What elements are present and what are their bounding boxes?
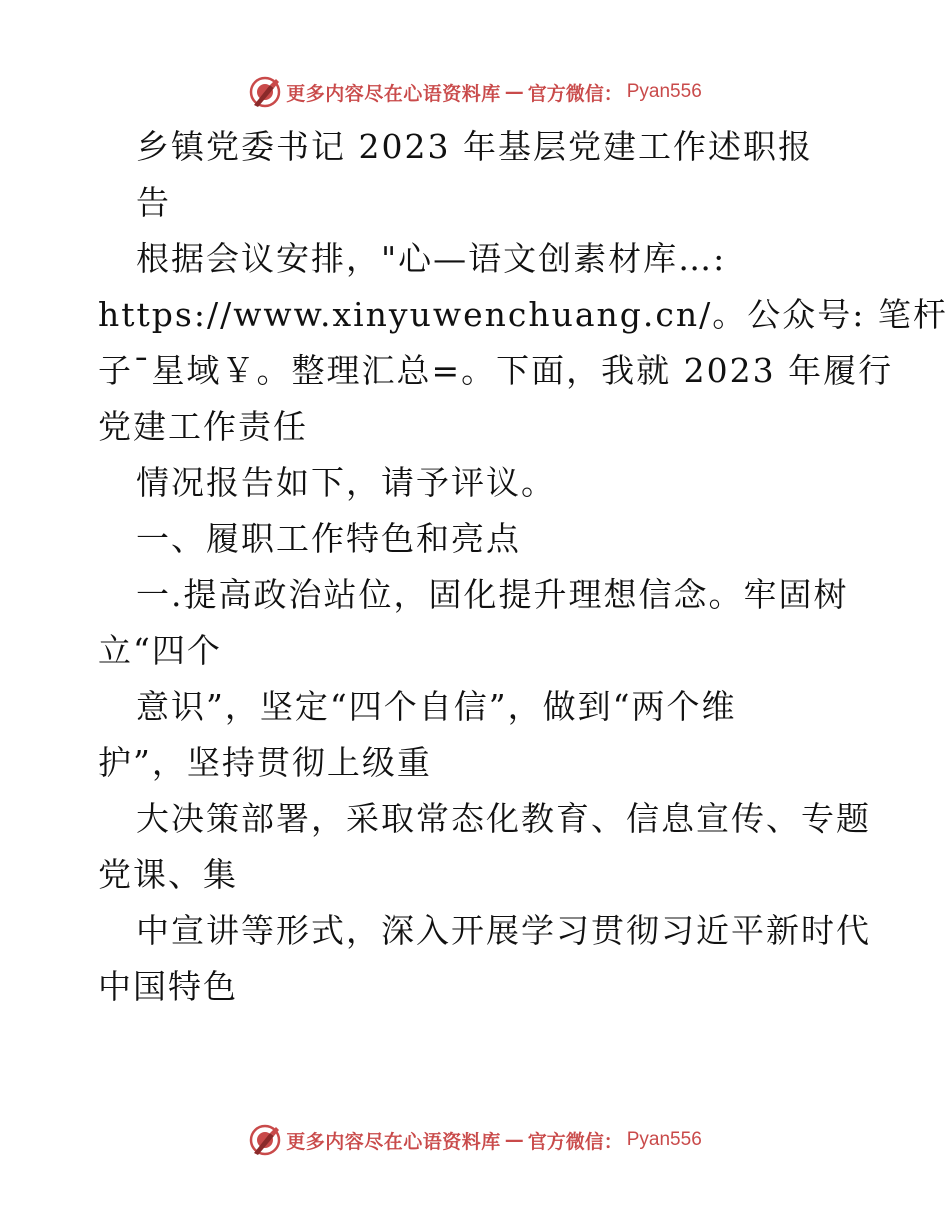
text-line: 立“四个	[98, 631, 222, 670]
watermark-wechat-label: 官方微信：	[527, 82, 623, 105]
text-line: 一.提高政治站位，固化提升理想信念。牢固树	[136, 575, 849, 614]
text-line: 一、履职工作特色和亮点	[136, 519, 521, 558]
text-line: 中宣讲等形式，深入开展学习贯彻习近平新时代	[136, 911, 871, 950]
text-line: 子¯星域￥。整理汇总=。下面，我就 2023 年履行	[98, 351, 894, 390]
watermark-separator: —	[504, 1129, 524, 1151]
watermark-wechat-id: Pyan556	[626, 81, 702, 102]
text-line: 党建工作责任	[98, 407, 308, 446]
text-line: 情况报告如下，请予评议。	[136, 463, 556, 502]
watermark	[248, 1123, 702, 1157]
watermark-site-text: 更多内容尽在心语资料库	[286, 1130, 501, 1153]
text-line: 中国特色	[98, 967, 238, 1006]
text-line: 党课、集	[98, 855, 238, 894]
pen-logo-icon	[248, 75, 282, 109]
text-line: 护”，坚持贯彻上级重	[98, 743, 432, 782]
text-line: https://www.xinyuwenchuang.cn/。公众号: 笔杆	[98, 295, 948, 334]
page-header-watermark	[0, 72, 950, 112]
text-line: 意识”，坚定“四个自信”，做到“两个维	[136, 687, 737, 726]
watermark	[248, 75, 702, 109]
text-line: 告	[136, 183, 171, 222]
page-footer-watermark	[0, 1120, 950, 1160]
pen-logo-icon	[248, 1123, 282, 1157]
text-line: 根据会议安排，"心—语文创素材库…:	[136, 239, 727, 278]
text-line: 乡镇党委书记 2023 年基层党建工作述职报	[136, 127, 813, 166]
watermark-wechat-label: 官方微信：	[527, 1130, 623, 1153]
watermark-separator: —	[504, 81, 524, 103]
document-body	[98, 120, 948, 1016]
watermark-site-text: 更多内容尽在心语资料库	[286, 82, 501, 105]
watermark-wechat-id: Pyan556	[626, 1129, 702, 1150]
text-line: 大决策部署，采取常态化教育、信息宣传、专题	[136, 799, 871, 838]
